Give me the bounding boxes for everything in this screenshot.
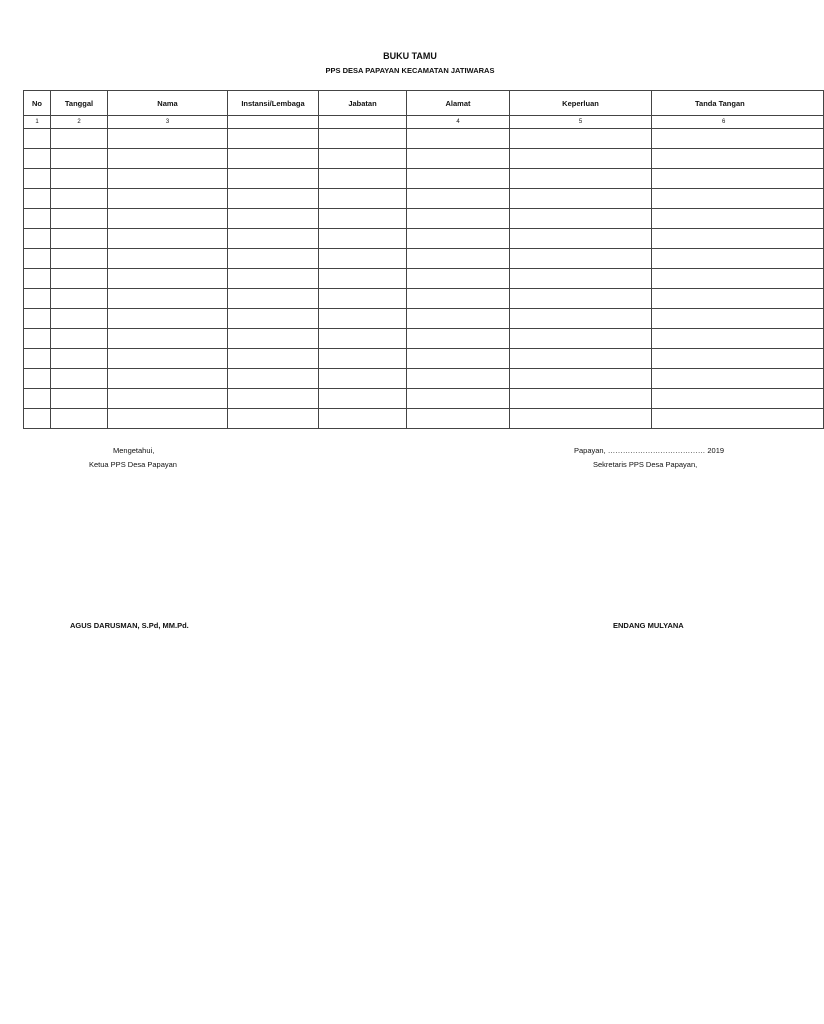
table-cell xyxy=(228,249,319,269)
table-cell xyxy=(24,129,51,149)
secretary-role: Sekretaris PPS Desa Papayan, xyxy=(593,460,698,469)
table-cell xyxy=(407,329,510,349)
table-cell xyxy=(108,329,228,349)
table-row xyxy=(24,189,824,209)
table-cell xyxy=(51,309,108,329)
table-row xyxy=(24,289,824,309)
table-cell xyxy=(652,269,824,289)
column-number xyxy=(319,116,407,129)
table-cell xyxy=(228,369,319,389)
guest-book-table-container xyxy=(23,90,745,428)
table-row xyxy=(24,369,824,389)
column-number-row xyxy=(24,116,824,129)
table-cell xyxy=(652,289,824,309)
table-cell xyxy=(510,289,652,309)
table-cell xyxy=(51,189,108,209)
table-cell xyxy=(319,249,407,269)
table-cell xyxy=(407,369,510,389)
table-cell xyxy=(108,269,228,289)
table-cell xyxy=(319,149,407,169)
table-row xyxy=(24,349,824,369)
table-cell xyxy=(510,209,652,229)
table-cell xyxy=(407,149,510,169)
table-cell xyxy=(407,229,510,249)
chair-name: AGUS DARUSMAN, S.Pd, MM.Pd. xyxy=(70,621,189,630)
table-cell xyxy=(652,329,824,349)
table-cell xyxy=(652,229,824,249)
table-cell xyxy=(24,389,51,409)
table-cell xyxy=(319,369,407,389)
acknowledged-label: Mengetahui, xyxy=(113,446,155,455)
table-cell xyxy=(51,369,108,389)
table-cell xyxy=(51,289,108,309)
table-row xyxy=(24,229,824,249)
table-cell xyxy=(319,189,407,209)
table-cell xyxy=(652,189,824,209)
column-number: 1 xyxy=(24,116,51,129)
table-cell xyxy=(51,409,108,429)
table-cell xyxy=(24,349,51,369)
column-header-nama: Nama xyxy=(108,91,228,116)
table-cell xyxy=(51,389,108,409)
table-cell xyxy=(108,289,228,309)
table-cell xyxy=(24,369,51,389)
table-cell xyxy=(652,129,824,149)
table-cell xyxy=(407,269,510,289)
column-number: 6 xyxy=(652,116,824,129)
table-cell xyxy=(108,309,228,329)
table-row xyxy=(24,329,824,349)
table-cell xyxy=(319,169,407,189)
column-header-keperluan: Keperluan xyxy=(510,91,652,116)
table-cell xyxy=(228,209,319,229)
table-cell xyxy=(108,369,228,389)
table-cell xyxy=(228,269,319,289)
table-cell xyxy=(108,129,228,149)
table-cell xyxy=(652,249,824,269)
table-cell xyxy=(510,369,652,389)
table-cell xyxy=(510,149,652,169)
place-date-line: Papayan, ………………………………… 2019 xyxy=(574,446,725,455)
table-row xyxy=(24,269,824,289)
table-cell xyxy=(51,229,108,249)
table-cell xyxy=(24,329,51,349)
table-cell xyxy=(228,409,319,429)
table-cell xyxy=(228,309,319,329)
table-cell xyxy=(407,309,510,329)
table-cell xyxy=(652,389,824,409)
table-cell xyxy=(51,149,108,169)
table-cell xyxy=(652,349,824,369)
table-cell xyxy=(319,349,407,369)
table-cell xyxy=(108,209,228,229)
table-cell xyxy=(24,269,51,289)
table-cell xyxy=(51,329,108,349)
table-cell xyxy=(510,129,652,149)
table-cell xyxy=(24,209,51,229)
table-row xyxy=(24,149,824,169)
table-cell xyxy=(652,409,824,429)
table-cell xyxy=(652,369,824,389)
secretary-name: ENDANG MULYANA xyxy=(613,621,684,630)
table-cell xyxy=(319,289,407,309)
column-number: 5 xyxy=(510,116,652,129)
table-cell xyxy=(319,409,407,429)
table-row xyxy=(24,209,824,229)
document-subtitle: PPS DESA PAPAYAN KECAMATAN JATIWARAS xyxy=(325,66,495,75)
guest-book-table xyxy=(23,90,824,429)
table-cell xyxy=(108,149,228,169)
table-cell xyxy=(652,209,824,229)
table-row xyxy=(24,249,824,269)
table-cell xyxy=(228,329,319,349)
table-cell xyxy=(407,249,510,269)
column-header-no: No xyxy=(24,91,51,116)
table-cell xyxy=(24,289,51,309)
table-cell xyxy=(319,129,407,149)
table-row xyxy=(24,129,824,149)
column-header-instansi: Instansi/Lembaga xyxy=(228,91,319,116)
table-cell xyxy=(319,269,407,289)
table-cell xyxy=(510,409,652,429)
table-cell xyxy=(24,169,51,189)
table-cell xyxy=(510,349,652,369)
table-cell xyxy=(319,209,407,229)
table-cell xyxy=(510,249,652,269)
table-cell xyxy=(228,229,319,249)
table-cell xyxy=(407,169,510,189)
table-cell xyxy=(407,289,510,309)
table-row xyxy=(24,389,824,409)
table-cell xyxy=(510,329,652,349)
column-number: 3 xyxy=(108,116,228,129)
table-cell xyxy=(228,389,319,409)
table-cell xyxy=(407,349,510,369)
table-cell xyxy=(24,229,51,249)
table-cell xyxy=(108,189,228,209)
table-cell xyxy=(108,249,228,269)
table-cell xyxy=(24,309,51,329)
document-title: BUKU TAMU xyxy=(383,51,437,61)
table-cell xyxy=(510,189,652,209)
table-cell xyxy=(510,169,652,189)
table-cell xyxy=(51,249,108,269)
table-cell xyxy=(51,349,108,369)
table-cell xyxy=(108,389,228,409)
column-number xyxy=(228,116,319,129)
table-cell xyxy=(407,129,510,149)
table-cell xyxy=(228,149,319,169)
table-cell xyxy=(51,209,108,229)
table-cell xyxy=(228,349,319,369)
table-row xyxy=(24,309,824,329)
table-cell xyxy=(407,209,510,229)
table-cell xyxy=(108,169,228,189)
table-cell xyxy=(510,309,652,329)
table-cell xyxy=(51,169,108,189)
table-cell xyxy=(228,129,319,149)
column-header-alamat: Alamat xyxy=(407,91,510,116)
table-cell xyxy=(24,409,51,429)
table-cell xyxy=(51,129,108,149)
chair-role: Ketua PPS Desa Papayan xyxy=(89,460,177,469)
column-number: 4 xyxy=(407,116,510,129)
table-cell xyxy=(652,309,824,329)
table-cell xyxy=(24,249,51,269)
table-cell xyxy=(510,229,652,249)
table-cell xyxy=(319,389,407,409)
table-cell xyxy=(51,269,108,289)
guest-entries xyxy=(24,129,824,429)
table-cell xyxy=(407,389,510,409)
table-cell xyxy=(228,289,319,309)
table-cell xyxy=(228,169,319,189)
column-header-jabatan: Jabatan xyxy=(319,91,407,116)
column-header-tanda-tangan: Tanda Tangan xyxy=(652,91,824,116)
table-cell xyxy=(24,149,51,169)
column-number: 2 xyxy=(51,116,108,129)
table-cell xyxy=(108,229,228,249)
table-cell xyxy=(652,169,824,189)
table-cell xyxy=(407,189,510,209)
table-cell xyxy=(228,189,319,209)
table-cell xyxy=(24,189,51,209)
table-row xyxy=(24,409,824,429)
table-cell xyxy=(108,349,228,369)
table-cell xyxy=(652,149,824,169)
column-header-tanggal: Tanggal xyxy=(51,91,108,116)
table-cell xyxy=(510,269,652,289)
table-row xyxy=(24,169,824,189)
table-cell xyxy=(108,409,228,429)
table-cell xyxy=(319,329,407,349)
table-cell xyxy=(407,409,510,429)
table-cell xyxy=(319,309,407,329)
table-cell xyxy=(319,229,407,249)
table-cell xyxy=(510,389,652,409)
table-header-row xyxy=(24,91,824,116)
